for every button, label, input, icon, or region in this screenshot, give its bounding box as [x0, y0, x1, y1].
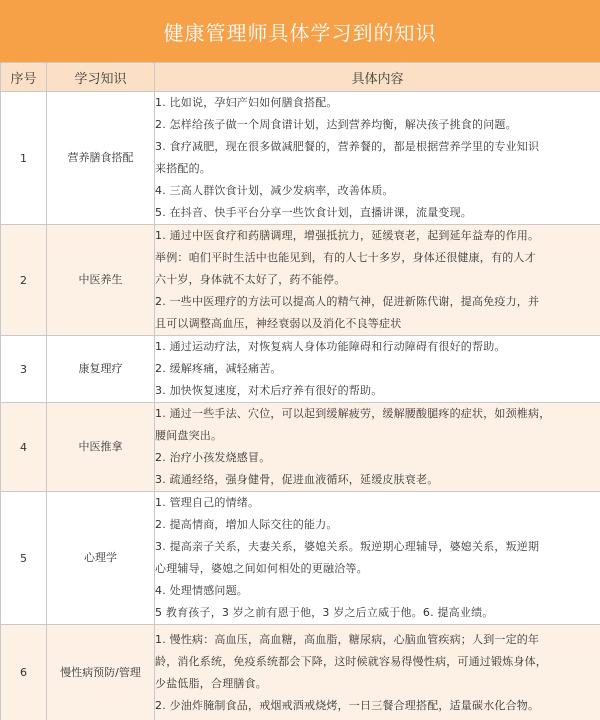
row-topic-label: 中医推拿 [78, 440, 123, 453]
content-line: 4. 三高人群饮食计划，减少发病率，改善体质。 [155, 184, 394, 197]
content-line: 且可以调整高血压，神经衰弱以及消化不良等症状 [155, 317, 402, 330]
table-row [1, 492, 600, 625]
content-line: 1. 通过运动疗法，对恢复病人身体功能障碍和行动障碍有很好的帮助。 [155, 340, 506, 353]
row-number: 4 [1, 403, 47, 492]
content-line: 心理辅导，婆媳之间如何相处的更融洽等。 [155, 562, 368, 575]
row-number: 5 [1, 492, 47, 625]
content-line: 1. 慢性病：高血压，高血糖，高血脂，糖尿病，心脑血管疾病；人到一定的年 [155, 632, 540, 646]
content-line: 2. 提高情商，增加人际交往的能力。 [155, 518, 338, 531]
row-number: 2 [1, 225, 47, 336]
row-content [155, 403, 600, 492]
row-topic [47, 225, 155, 336]
row-number: 1 [1, 92, 47, 225]
row-topic-label: 中医养生 [78, 273, 123, 286]
content-line: 3. 食疗减肥，现在很多做减肥餐的，营养餐的，都是根据营养学里的专业知识 [155, 140, 540, 153]
content-line: 5. 在抖音、快手平台分享一些饮食计划，直播讲课，流量变现。 [155, 206, 472, 219]
row-topic-label: 慢性病预防/管理 [60, 665, 141, 679]
content-line: 举例：咱们平时生活中也能见到，有的人七十多岁，身体还很健康，有的人才 [155, 251, 536, 264]
header-content: 具体内容 [155, 63, 600, 92]
content-line: 1. 管理自己的情绪。 [155, 496, 260, 509]
row-content [155, 492, 600, 625]
content-line: 来搭配的。 [155, 162, 211, 175]
content-line: 3. 疏通经络，强身健骨，促进血液循环，延缓皮肤衰老。 [155, 473, 439, 486]
content-line: 1. 通过中医食疗和药膳调理，增强抵抗力，延缓衰老，起到延年益寿的作用。 [155, 229, 540, 242]
content-line: 3. 提高亲子关系，夫妻关系，婆媳关系。叛逆期心理辅导，婆媳关系，叛逆期 [155, 540, 540, 553]
content-line: 2. 治疗小孩发烧感冒。 [155, 451, 271, 464]
row-topic-label: 心理学 [84, 551, 117, 564]
row-content [155, 625, 600, 720]
table-header-row [1, 63, 600, 92]
row-topic-label: 营养膳食搭配 [67, 151, 134, 164]
row-number: 3 [1, 336, 47, 403]
content-line: 少盐低脂，合理膳食。 [155, 676, 267, 690]
row-content [155, 225, 600, 336]
header-no: 序号 [1, 63, 47, 92]
table-row [1, 625, 600, 720]
row-topic [47, 625, 155, 720]
row-number: 6 [1, 625, 47, 720]
content-line: 5 教育孩子，3 岁之前有恩于他，3 岁之后立威于他。6. 提高业绩。 [155, 606, 494, 619]
row-content [155, 336, 600, 403]
row-content [155, 92, 600, 225]
page-title: 健康管理师具体学习到的知识 [0, 0, 600, 62]
row-topic [47, 492, 155, 625]
content-line: 2. 少油炸腌制食品，戒烟戒酒戒烧烤，一日三餐合理搭配，适量碳水化合物。 [155, 698, 540, 712]
content-line: 2. 缓解疼痛，减轻痛苦。 [155, 362, 282, 375]
table-row [1, 336, 600, 403]
content-line: 腰间盘突出。 [155, 429, 223, 442]
content-line: 1. 比如说，孕妇产妇如何膳食搭配。 [155, 96, 338, 109]
content-line: 3. 加快恢复速度，对术后疗养有很好的帮助。 [155, 384, 383, 397]
header-topic: 学习知识 [47, 63, 155, 92]
content-line: 六十岁，身体就不太好了，药不能停。 [155, 273, 346, 286]
table-row [1, 225, 600, 336]
row-topic-label: 康复理疗 [78, 362, 123, 375]
table-row [1, 92, 600, 225]
row-topic [47, 336, 155, 403]
row-topic [47, 403, 155, 492]
table-row [1, 403, 600, 492]
content-line: 2. 一些中医理疗的方法可以提高人的精气神，促进新陈代谢，提高免疫力，并 [155, 295, 540, 308]
content-line: 2. 怎样给孩子做一个周食谱计划，达到营养均衡，解决孩子挑食的问题。 [155, 118, 517, 131]
content-line: 1. 通过一些手法、穴位，可以起到缓解疲劳，缓解腰酸腿疼的症状，如颈椎病， [155, 407, 551, 420]
content-line: 龄，消化系统，免疫系统都会下降，这时候就容易得慢性病，可通过锻炼身体， [155, 654, 547, 668]
content-line: 4. 处理情感问题。 [155, 584, 248, 597]
row-topic [47, 92, 155, 225]
knowledge-table [0, 62, 600, 720]
